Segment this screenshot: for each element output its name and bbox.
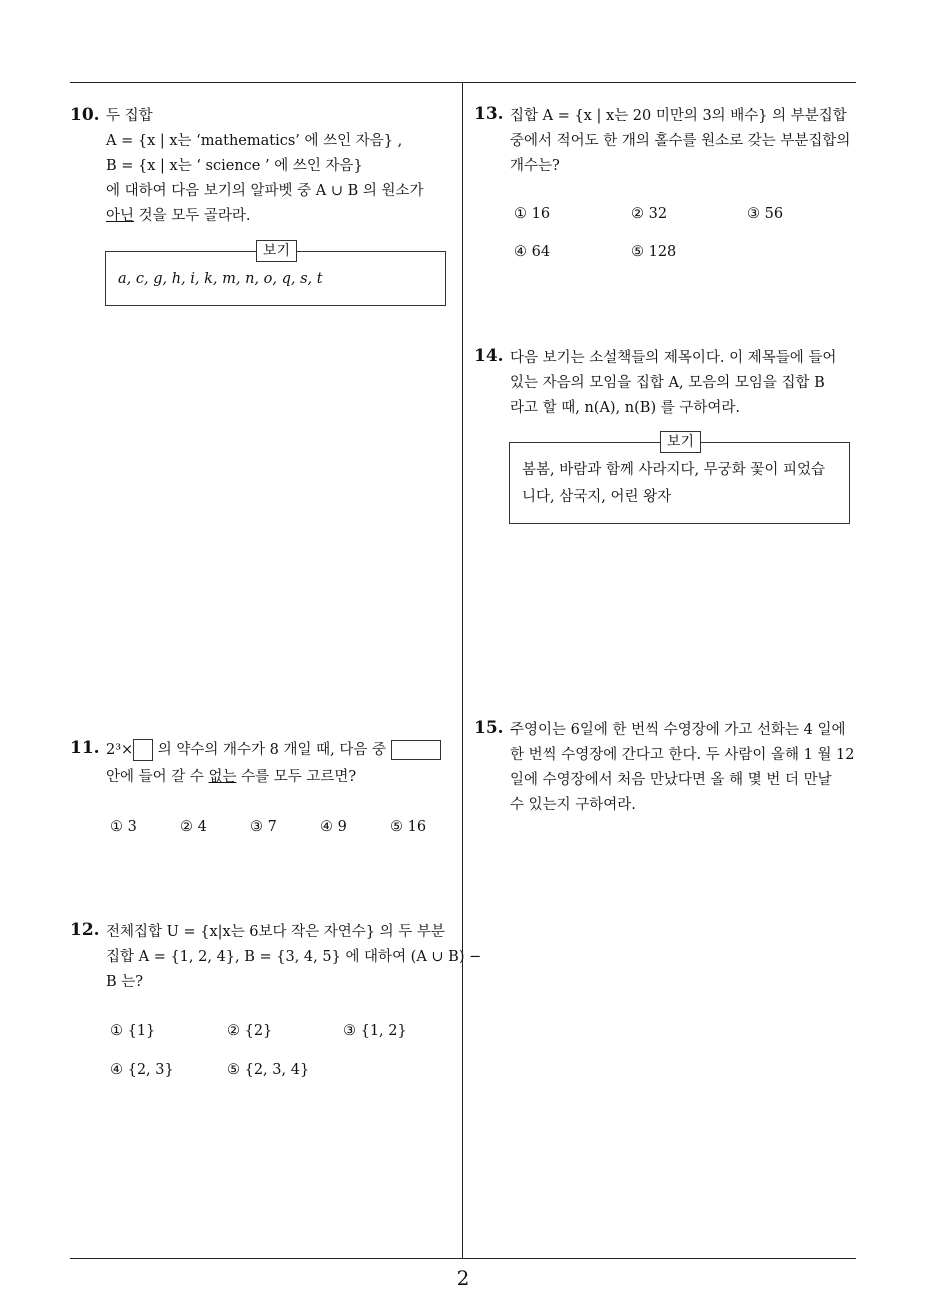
option-5[interactable]: ⑤ 16 (390, 819, 427, 835)
question-number: 11. (70, 738, 100, 758)
question-text: 있는 자음의 모임을 집합 A, 모음의 모임을 집합 B (510, 375, 825, 391)
bogi-title: 보기 (660, 431, 701, 453)
bogi-content: a, c, g, h, i, k, m, n, o, q, s, t (118, 271, 323, 287)
bottom-rule (70, 1258, 856, 1259)
question-text: 전체집합 U = {x|x는 6보다 작은 자연수} 의 두 부분 (106, 924, 445, 940)
option-2[interactable]: ② 32 (631, 206, 668, 222)
question-text (106, 765, 441, 790)
power-expression: 2³× (106, 742, 134, 758)
question-text: 두 집합 (106, 108, 153, 124)
question-text: 다음 보기는 소설책들의 제목이다. 이 제목들에 들어 (510, 350, 837, 366)
bogi-content (522, 457, 825, 511)
option-1[interactable]: ① 3 (110, 819, 137, 835)
question-text-mid: 의 약수의 개수가 8 개일 때, 다음 중 (153, 742, 391, 758)
question-text: 중에서 적어도 한 개의 홀수를 원소로 갖는 부분집합의 (510, 133, 851, 149)
bogi-line: 니다, 삼국지, 어린 왕자 (522, 489, 672, 505)
question-text: 일에 수영장에서 처음 만났다면 올 해 몇 번 더 만날 (510, 772, 832, 788)
option-2[interactable]: ② {2} (227, 1023, 273, 1039)
question-text-pre: 안에 들어 갈 수 (106, 769, 209, 785)
option-3[interactable]: ③ {1, 2} (343, 1023, 407, 1039)
question-number: 10. (70, 105, 100, 125)
bogi-line: 봄봄, 바람과 함께 사라지다, 무궁화 꽃이 피었습 (522, 462, 826, 478)
question-text: 수 있는지 구하여라. (510, 797, 636, 813)
page-number: 2 (456, 1266, 470, 1290)
bogi-box (509, 434, 850, 524)
question-text: 집합 A = {x | x는 20 미만의 3의 배수} 의 부분집합 (510, 108, 847, 124)
option-1[interactable]: ① 16 (514, 206, 551, 222)
column-divider (462, 82, 463, 1258)
option-4[interactable]: ④ 64 (514, 244, 551, 260)
blank-box (391, 740, 441, 760)
bogi-box (105, 243, 446, 306)
option-3[interactable]: ③ 7 (250, 819, 277, 835)
option-4[interactable]: ④ 9 (320, 819, 347, 835)
question-text: 한 번씩 수영장에 간다고 한다. 두 사람이 올해 1 월 12 (510, 747, 855, 763)
option-1[interactable]: ① {1} (110, 1023, 156, 1039)
question-text-rest: 것을 모두 골라라. (134, 208, 251, 224)
set-a-definition: A = {x | x는 ‘mathematics’ 에 쓰인 자음} , (106, 133, 403, 149)
question-text: 개수는? (510, 158, 560, 174)
question-number: 14. (474, 346, 504, 366)
option-3[interactable]: ③ 56 (747, 206, 784, 222)
question-text: 에 대하여 다음 보기의 알파벳 중 A ∪ B 의 원소가 (106, 183, 424, 199)
underlined-word: 없는 (208, 769, 237, 785)
set-b-definition: B = {x | x는 ‘ science ’ 에 쓰인 자음} (106, 158, 363, 174)
top-rule (70, 82, 856, 83)
blank-box (133, 739, 153, 761)
option-4[interactable]: ④ {2, 3} (110, 1062, 174, 1078)
question-text: 라고 할 때, n(A), n(B) 를 구하여라. (510, 400, 740, 416)
question-text (106, 204, 424, 229)
option-5[interactable]: ⑤ {2, 3, 4} (227, 1062, 310, 1078)
question-number: 12. (70, 920, 100, 940)
question-text: 집합 A = {1, 2, 4}, B = {3, 4, 5} 에 대하여 (A ∪ B) − (106, 949, 482, 965)
option-5[interactable]: ⑤ 128 (631, 244, 677, 260)
bogi-title: 보기 (256, 240, 297, 262)
question-text: B 는? (106, 974, 144, 990)
question-number: 15. (474, 718, 504, 738)
question-text-post: 수를 모두 고르면? (236, 769, 357, 785)
question-text (106, 738, 441, 763)
question-text: 주영이는 6일에 한 번씩 수영장에 가고 선화는 4 일에 (510, 722, 846, 738)
underlined-word: 아닌 (106, 208, 135, 224)
option-2[interactable]: ② 4 (180, 819, 207, 835)
question-number: 13. (474, 104, 504, 124)
